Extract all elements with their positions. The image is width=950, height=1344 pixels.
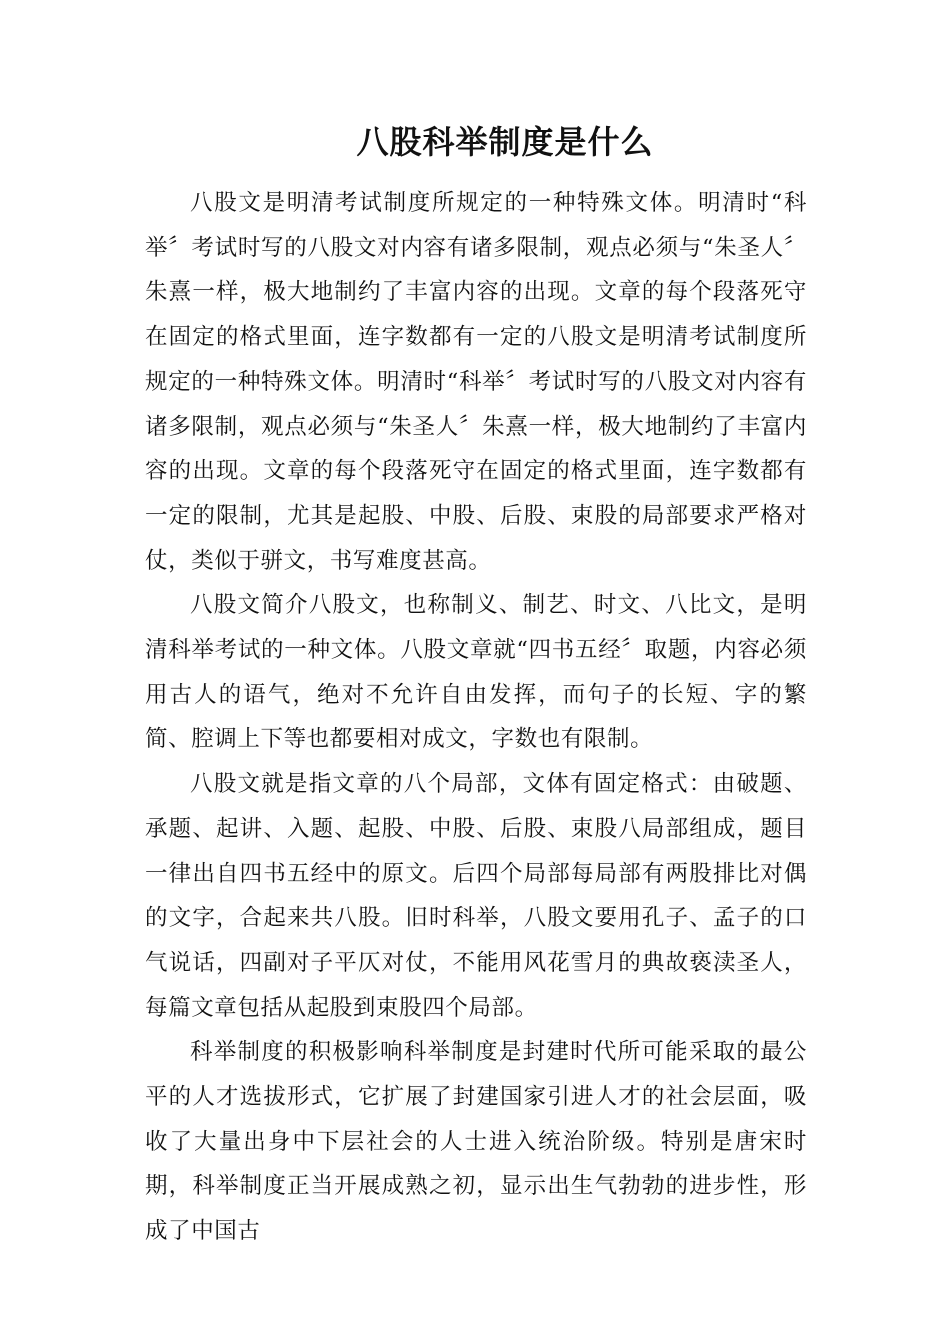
document-body [145, 181, 807, 1254]
paragraph-bagu-definition: 八股文是明清考试制度所规定的一种特殊文体。明清时“科举〞考试时写的八股文对内容有诸多限制，观点必须与“朱圣人〞朱熹一样，极大地制约了丰富内容的出现。文章的每个段落死守在固定的格式里面，连字数都有一定的八股文是明清考试制度所规定的一种特殊文体。明清时“科举〞考试时写的八股文对内容有诸多限制，观点必须与“朱圣人〞朱熹一样，极大地制约了丰富内容的出现。文章的每个段落死守在固定的格式里面，连字数都有一定的限制，尤其是起股、中股、后股、束股的局部要求严格对仗，类似于骈文，书写难度甚高。 [145, 190, 807, 574]
paragraph-bagu-intro: 八股文简介八股文，也称制义、制艺、时文、八比文，是明清科举考试的一种文体。八股文章就“四书五经〞取题，内容必须用古人的语气，绝对不允许自由发挥，而句子的长短、字的繁简、腔调上下等也都要相对成文，字数也有限制。 [145, 592, 807, 753]
paragraph-keju-positive-impact: 科举制度的积极影响科举制度是封建时代所可能采取的最公平的人才选拔形式，它扩展了封建国家引进人才的社会层面，吸收了大量出身中下层社会的人士进入统治阶级。特别是唐宋时期，科举制度正当开展成熟之初，显示出生气勃勃的进步性，形成了中国古 [145, 1039, 807, 1245]
document-title: 八股科举制度是什么 [356, 123, 654, 161]
paragraph-bagu-structure: 八股文就是指文章的八个局部，文体有固定格式：由破题、承题、起讲、入题、起股、中股、后股、束股八局部组成，题目一律出自四书五经中的原文。后四个局部每局部有两股排比对偶的文字，合起来共八股。旧时科举，八股文要用孔子、孟子的口气说话，四副对子平仄对仗，不能用风花雪月的典故亵渎圣人，每篇文章包括从起股到束股四个局部。 [145, 771, 807, 1021]
